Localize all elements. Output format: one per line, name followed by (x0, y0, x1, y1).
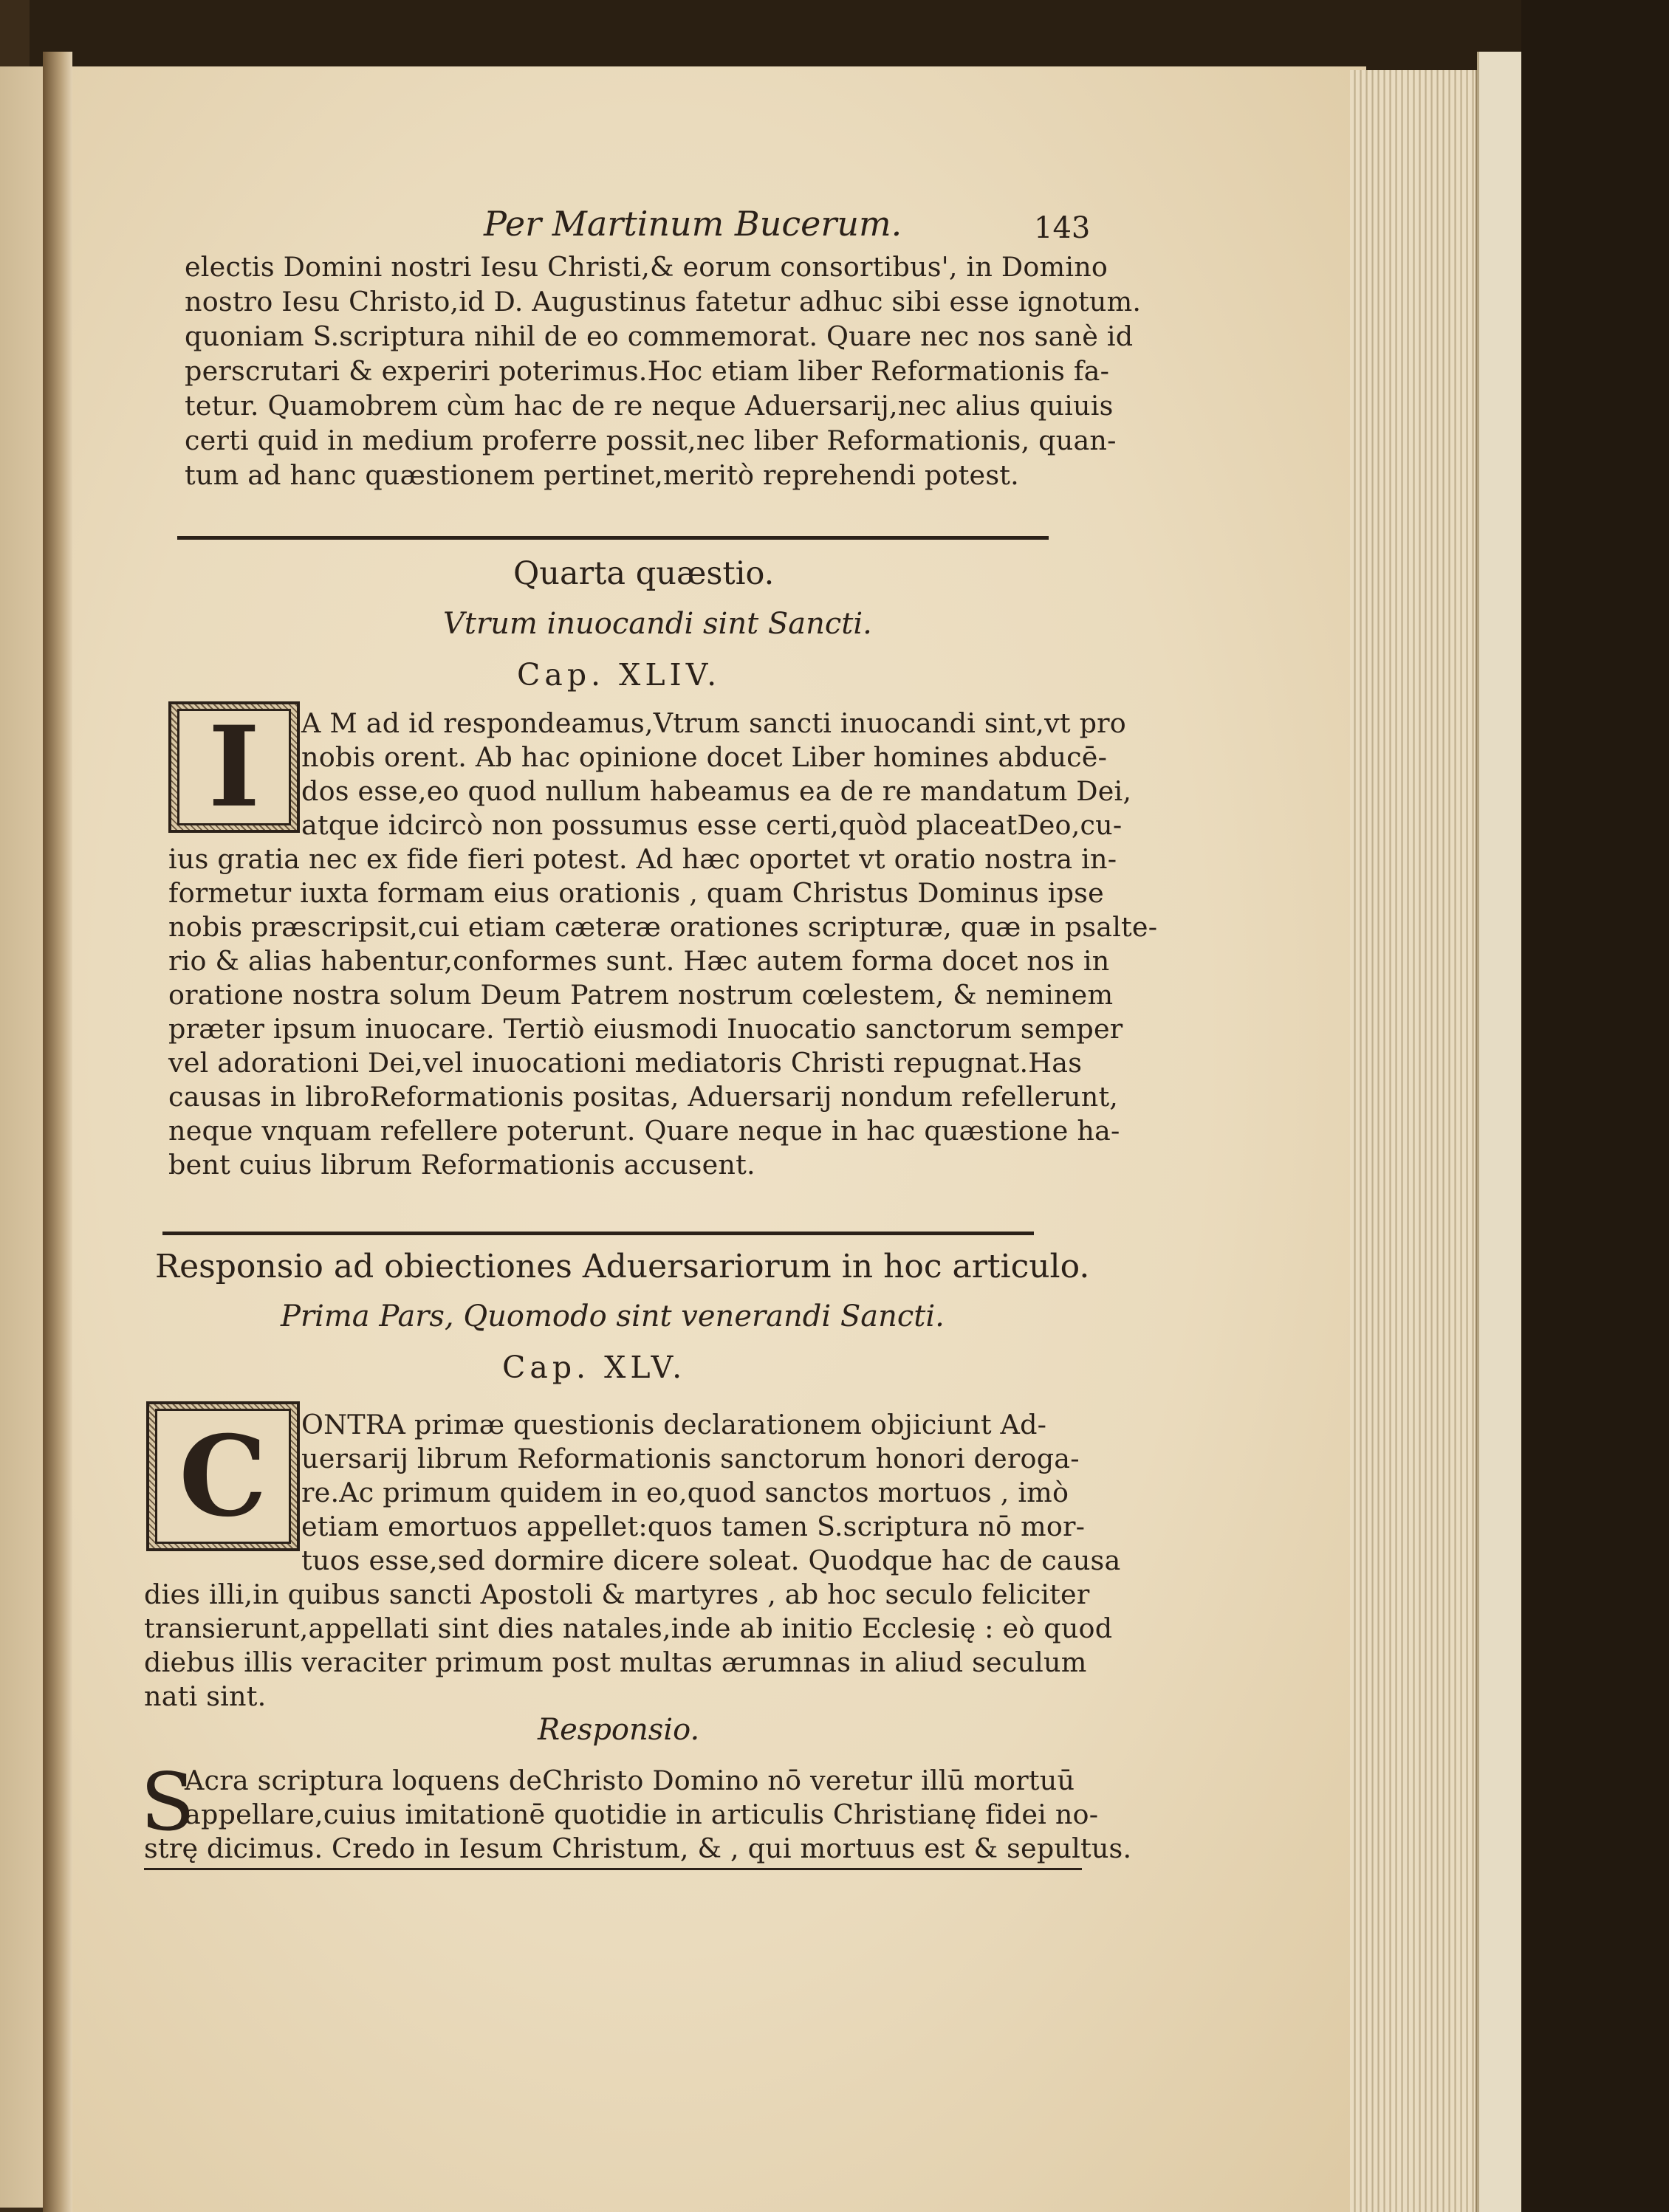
text-line: præter ipsum inuocare. Tertiò eiusmodi Inuocatio sanctorum semper (168, 1013, 1123, 1045)
responsio-heading: Responsio. (538, 1713, 700, 1747)
text-line: transierunt,appellati sint dies natales,inde ab initio Ecclesię : eò quod (144, 1612, 1113, 1644)
text-line: uersarij librum Reformationis sanctorum honori deroga- (301, 1443, 1080, 1474)
text-line: tum ad hanc quæstionem pertinet,meritò reprehendi potest. (185, 459, 1019, 491)
initial-letter-s: S (140, 1756, 195, 1849)
decorated-initial (168, 701, 300, 833)
page-block-edges (1350, 70, 1476, 2212)
text-line: certi quid in medium proferre possit,nec liber Reformationis, quan- (185, 425, 1117, 456)
text-line: neque vnquam refellere poterunt. Quare neque in hac quæstione ha- (168, 1115, 1120, 1147)
text-line: bent cuius librum Reformationis accusent. (168, 1149, 755, 1181)
text-line: diebus illis veraciter primum post multas ærumnas in aliud seculum (144, 1646, 1087, 1678)
text-line: A M ad id respondeamus,Vtrum sancti inuocandi sint,vt pro (301, 707, 1126, 739)
text-line: quoniam S.scriptura nihil de eo commemorat. Quare nec nos sanè id (185, 320, 1134, 352)
text-line: causas in libroReformationis positas, Aduersarij nondum refellerunt, (168, 1081, 1119, 1113)
text-line: oratione nostra solum Deum Patrem nostrum cœlestem, & neminem (168, 979, 1114, 1011)
text-line: strę dicimus. Credo in Iesum Christum, & , qui mortuus est & sepultus. (144, 1833, 1132, 1864)
section-subheading: Prima Pars, Quomodo sint venerandi Sancti. (281, 1299, 945, 1333)
background-cloth (1521, 0, 1669, 2212)
text-line: tetur. Quamobrem cùm hac de re neque Aduersarij,nec alius quiuis (185, 390, 1114, 422)
text-line: formetur iuxta formam eius orationis , quam Christus Dominus ipse (168, 877, 1104, 909)
chapter-number: Cap. XLIV. (517, 657, 722, 693)
text-line: vel adorationi Dei,vel inuocationi mediatoris Christi repugnat.Has (168, 1047, 1083, 1079)
text-line: dos esse,eo quod nullum habeamus ea de re mandatum Dei, (301, 775, 1132, 807)
text-line: atque idcircò non possumus esse certi,quòd placeatDeo,cu- (301, 809, 1123, 841)
text-line: perscrutari & experiri poterimus.Hoc etiam liber Reformationis fa- (185, 355, 1110, 387)
text-line: etiam emortuos appellet:quos tamen S.scriptura nō mor- (301, 1511, 1086, 1542)
text-line: nati sint. (144, 1680, 267, 1712)
text-line: ONTRA primæ questionis declarationem objiciunt Ad- (301, 1409, 1047, 1440)
divider-rule (177, 536, 1049, 540)
text-line: nobis præscripsit,cui etiam cæteræ orationes scripturæ, quæ in psalte- (168, 911, 1158, 943)
section-heading: Responsio ad obiectiones Aduersariorum in hoc articulo. (155, 1248, 1090, 1285)
section-heading: Quarta quæstio. (513, 555, 775, 592)
text-line: ius gratia nec ex fide fieri potest. Ad hæc oportet vt oratio nostra in- (168, 843, 1117, 875)
text-line: Acra scriptura loquens deChristo Domino nō veretur illū mortuū (185, 1765, 1075, 1796)
book-edge-top (30, 0, 1566, 74)
text-line: re.Ac primum quidem in eo,quod sanctos mortuos , imò (301, 1477, 1069, 1508)
initial-letter: I (177, 709, 291, 825)
text-line: electis Domini nostri Iesu Christi,& eorum consortibus', in Domino (185, 251, 1108, 283)
underline-rule (144, 1868, 1082, 1870)
initial-letter: C (155, 1409, 291, 1544)
text-line: rio & alias habentur,conformes sunt. Hæc autem forma docet nos in (168, 945, 1110, 977)
text-line: dies illi,in quibus sancti Apostoli & martyres , ab hoc seculo feliciter (144, 1579, 1090, 1610)
gutter-shadow (43, 52, 72, 2212)
text-line: nobis orent. Ab hac opinione docet Liber homines abducē- (301, 741, 1108, 773)
chapter-number: Cap. XLV. (502, 1350, 687, 1385)
divider-rule (162, 1232, 1034, 1235)
section-subheading: Vtrum inuocandi sint Sancti. (443, 607, 872, 641)
running-head-title: Per Martinum Bucerum. (484, 204, 902, 244)
text-line: tuos esse,sed dormire dicere soleat. Quodque hac de causa (301, 1545, 1121, 1576)
page-number: 143 (1034, 211, 1091, 245)
decorated-initial (146, 1401, 300, 1551)
cover-board (1477, 52, 1524, 2212)
text-line: appellare,cuius imitationē quotidie in articulis Christianę fidei no- (185, 1799, 1099, 1830)
text-line: nostro Iesu Christo,id D. Augustinus fatetur adhuc sibi esse ignotum. (185, 286, 1142, 317)
